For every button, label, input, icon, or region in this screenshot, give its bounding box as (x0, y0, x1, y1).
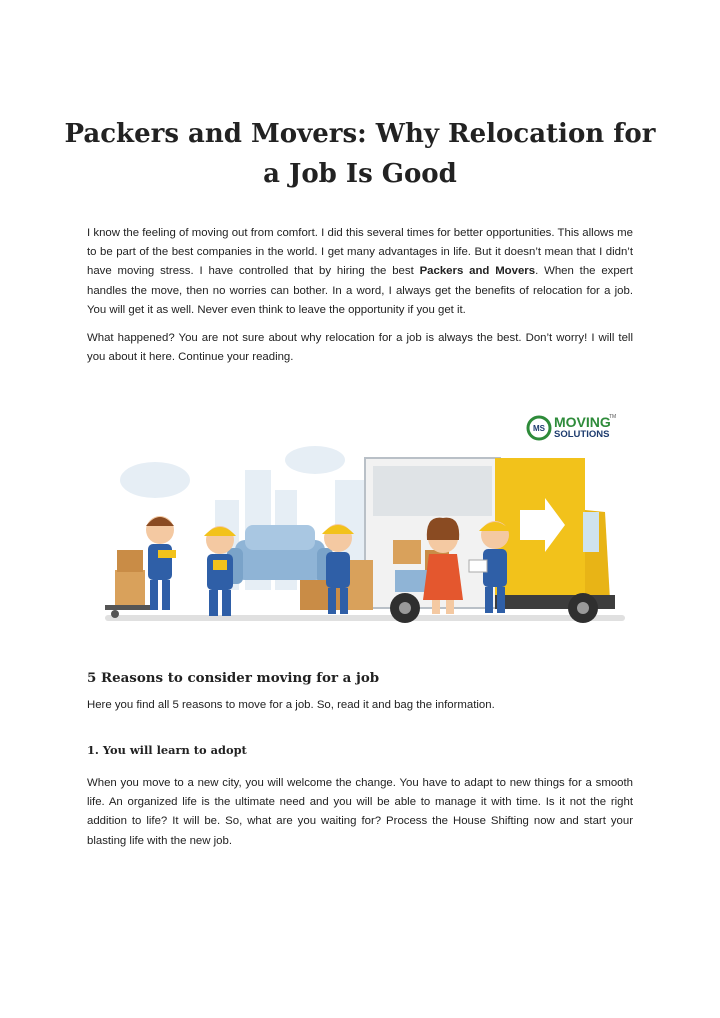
mover-person-2 (204, 526, 236, 616)
section-heading: 5 Reasons to consider moving for a job (87, 670, 380, 686)
moving-illustration (95, 400, 635, 635)
customer-person (423, 518, 463, 614)
sub-heading: 1. You will learn to adopt (87, 743, 247, 757)
logo-trademark: TM (609, 414, 617, 420)
logo-badge-text: MS (533, 424, 545, 433)
title-line-1: Packers and Movers: Why Relocation for (64, 119, 656, 149)
moving-solutions-logo (528, 414, 616, 440)
intro-paragraph (87, 224, 633, 320)
sofa-icon (227, 525, 333, 584)
logo-text-moving: MOVING (554, 414, 611, 430)
second-paragraph: What happened? You are not sure about why relocation for a job is always the best. Don’t worry! I will tell you about it here. Continue your reading. (87, 332, 633, 364)
intro-text-2: . When the expert handles the move, then no worries can bother. In a word, I always get the benefits of relocation for a job. You will get it as well. Never even think to leave the opportunity if you get it. (87, 265, 633, 316)
page-title (60, 114, 660, 194)
section-intro: Here you find all 5 reasons to move for a job. So, read it and bag the information. (87, 699, 495, 711)
logo-text-solutions: SOLUTIONS (554, 429, 610, 440)
mover-person-1 (146, 516, 176, 610)
ground-shadow (105, 615, 625, 621)
packers-and-movers-keyword: Packers and Movers (419, 265, 536, 278)
intro-text-1: I know the feeling of moving out from comfort. I did this several times for better opportunities. This allows me to be part of the best companies in the world. I get many advantages in life. But it doesn’t mean that I didn’t have moving stress. I have controlled that by hiring the best (87, 227, 633, 278)
title-line-2: a Job Is Good (263, 159, 457, 189)
sub-paragraph: When you move to a new city, you will welcome the change. You have to adapt to new things for a smooth life. An organized life is the ultimate need and you will be able to manage it with time. Is it not the right addition to life? It will be. So, what are you waiting for? Process the House Shifting now and start your blasting life with the new job. (87, 777, 633, 847)
